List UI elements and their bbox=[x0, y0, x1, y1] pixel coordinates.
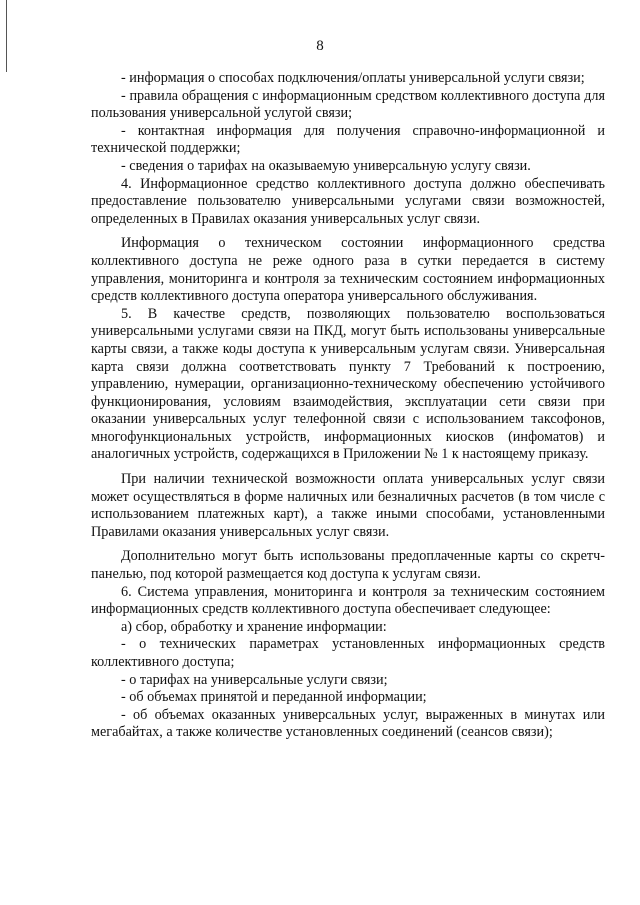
paragraph: 6. Система управления, мониторинга и контроля за техническим состоянием информационных средств коллективного доступа обеспечивает следующее: bbox=[91, 583, 605, 618]
page-number: 8 bbox=[316, 38, 324, 54]
paragraph: а) сбор, обработку и хранение информации: bbox=[121, 618, 387, 635]
scan-edge-line bbox=[6, 0, 7, 72]
paragraph: - информация о способах подключения/оплаты универсальной услуги связи; bbox=[121, 70, 585, 86]
paragraph: При наличии технической возможности оплата универсальных услуг связи может осуществляться в форме наличных или безналичных расчетов (в том числе с использованием платежных карт), а также иными способами, установленными Правилами оказания универсальных услуг связи. bbox=[91, 471, 605, 540]
paragraph: 4. Информационное средство коллективного доступа должно обеспечивать предоставление пользователю универсальными услугами связи возможностей, определенных в Правилах оказания универсальных услуг связи. bbox=[91, 175, 605, 227]
paragraph: - о тарифах на универсальные услуги связи; bbox=[121, 671, 388, 688]
paragraph: - контактная информация для получения справочно-информационной и технической поддержки; bbox=[91, 122, 605, 157]
document-body bbox=[91, 70, 605, 742]
paragraph: Информация о техническом состоянии информационного средства коллективного доступа не реже одного раза в сутки передается в систему управления, мониторинга и контроля за техническим состоянием информационных средств коллективного доступа оператора универсального обслуживания. bbox=[91, 235, 605, 305]
paragraph: 5. В качестве средств, позволяющих пользователю воспользоваться универсальными услугами связи на ПКД, могут быть использованы универсальные карты связи, а также коды доступа к универсальным услугам связи. Универсальная карта связи должна соответствовать пункту 7 Требований к построению, управлению, нумерации, организационно-техническому обеспечению устойчивого функционирования, условиям взаимодействия, эксплуатации сети связи при оказании универсальных услуг телефонной связи с использованием таксофонов, многофункциональных устройств, информационных киосков (инфоматов) и аналогичных устройств, содержащихся в Приложении № 1 к настоящему приказу. bbox=[91, 305, 605, 463]
paragraph: - об объемах принятой и переданной информации; bbox=[121, 689, 427, 706]
paragraph: - правила обращения с информационным средством коллективного доступа для пользования универсальной услугой связи; bbox=[91, 87, 605, 122]
paragraph: - об объемах оказанных универсальных услуг, выраженных в минутах или мегабайтах, а также количестве установленных соединений (сеансов связи); bbox=[91, 706, 605, 741]
paragraph: - сведения о тарифах на оказываемую универсальную услугу связи. bbox=[121, 157, 531, 174]
paragraph: - о технических параметрах установленных информационных средств коллективного доступа; bbox=[91, 636, 605, 670]
paragraph: Дополнительно могут быть использованы предоплаченные карты со скретч-панелью, под которой размещается код доступа к услугам связи. bbox=[91, 548, 605, 583]
